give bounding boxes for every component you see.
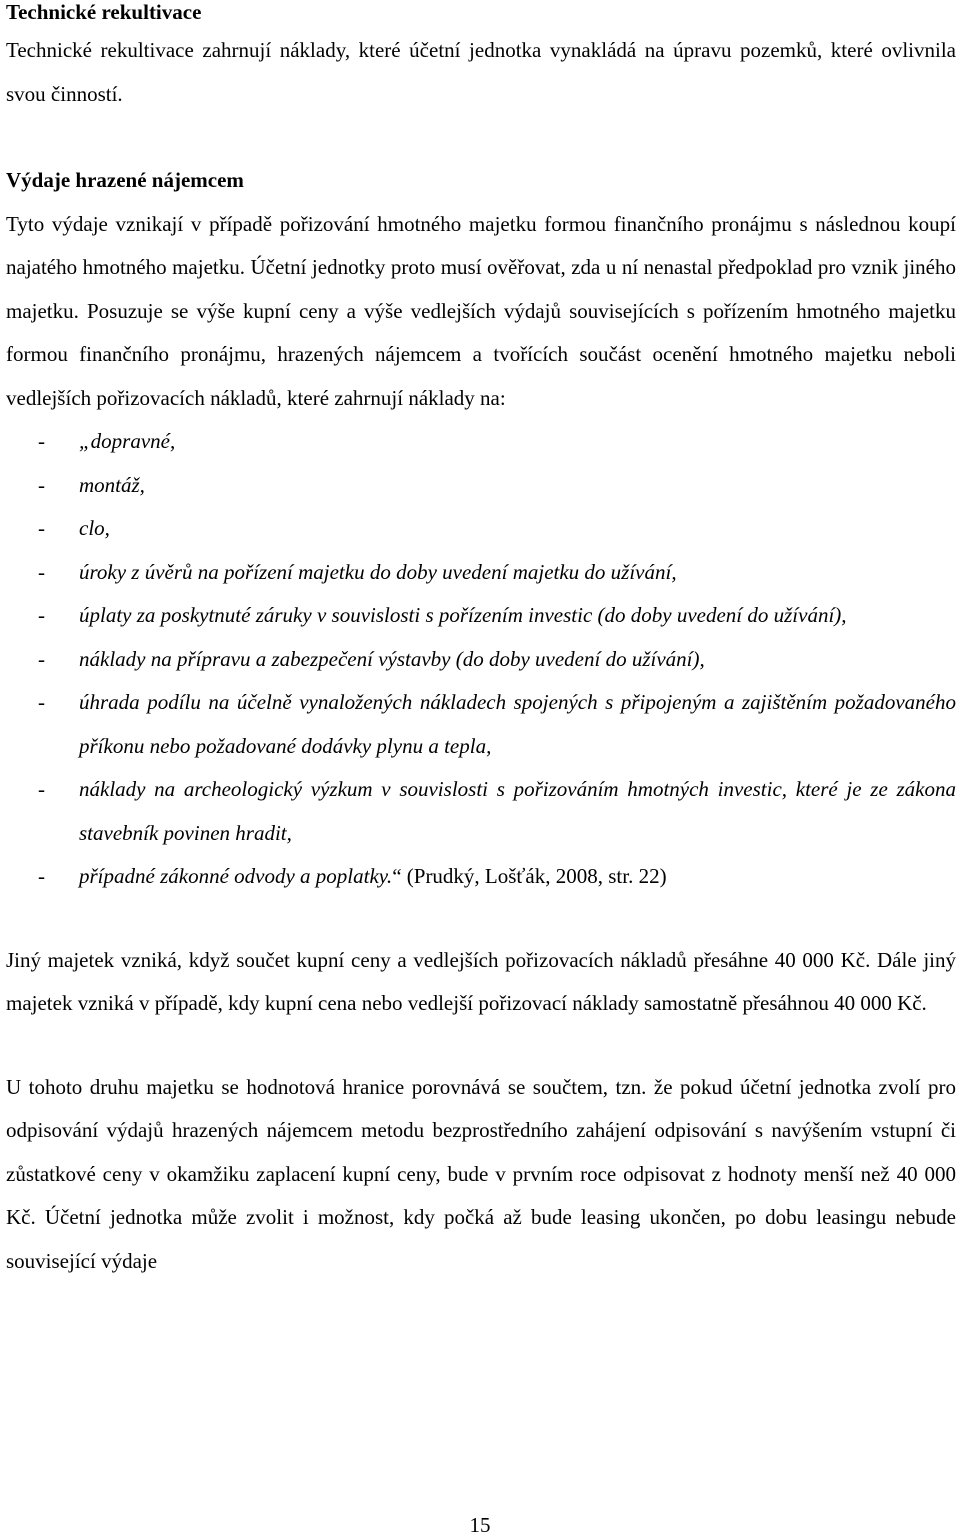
list-item-text: clo, [79, 516, 110, 540]
list-dash: - [38, 690, 45, 714]
list-item [6, 420, 956, 464]
list-item [6, 507, 956, 551]
cost-list-last [6, 855, 956, 899]
paragraph-jiny-majetek: Jiný majetek vzniká, když součet kupní ceny a vedlejších pořizovacích nákladů přesáhne 40 000 Kč. Dále jiný majetek vzniká v případě, kdy kupní cena nebo vedlejší pořizovací náklady samostatně přesáhnou 40 000 Kč. [6, 947, 956, 1015]
list-dash: - [38, 472, 45, 497]
cost-list [6, 420, 956, 855]
list-dash: - [38, 559, 45, 584]
list-item [6, 638, 956, 682]
list-item-text: „dopravné, [79, 429, 176, 453]
list-dash: - [38, 777, 45, 801]
list-item-text: úhrada podílu na účelně vynaložených nákladech spojených s připojeným a zajištěním požadovaného příkonu nebo požadované dodávky plynu a tepla, [79, 690, 956, 758]
list-item-text: úroky z úvěrů na pořízení majetku do doby uvedení majetku do užívání, [79, 559, 677, 584]
paragraph-technicke-rekultivace: Technické rekultivace zahrnují náklady, které účetní jednotka vynakládá na úpravu pozemků, které ovlivnila svou činností. [6, 38, 956, 106]
paragraph-hodnotova-hranice: U tohoto druhu majetku se hodnotová hranice porovnává se součtem, tzn. že pokud účetní jednotka zvolí pro odpisování výdajů hrazených nájemcem metodu bezprostředního zahájení odpisování s navýšením vstupní či zůstatkové ceny v okamžiku zaplacení kupní ceny, bude v prvním roce odpisovat z hodnoty menší než 40 000 Kč. Účetní jednotka může zvolit i možnost, kdy počká až bude leasing ukončen, po dobu leasingu nebude související výdaje [6, 1074, 956, 1273]
list-item-text: náklady na přípravu a zabezpečení výstavby (do doby uvedení do užívání), [79, 646, 705, 671]
list-dash: - [38, 603, 45, 627]
list-item-text: náklady na archeologický výzkum v souvislosti s pořizováním hmotných investic, které je ze zákona stavebník povinen hradit, [79, 777, 956, 845]
list-item-text: montáž, [79, 472, 145, 497]
list-dash: - [38, 516, 45, 540]
section-heading-technicke-rekultivace: Technické rekultivace [6, 0, 202, 24]
list-item [6, 594, 956, 638]
page-number: 15 [469, 1513, 491, 1537]
list-dash: - [38, 864, 45, 888]
list-dash: - [38, 646, 45, 671]
list-item [6, 551, 956, 595]
closing-quote: “ [392, 864, 402, 888]
list-item [6, 768, 956, 855]
citation: (Prudký, Lošťák, 2008, str. 22) [401, 864, 667, 888]
section-heading-vydaje-hrazene-najemcem: Výdaje hrazené nájemcem [6, 168, 244, 192]
list-dash: - [38, 429, 45, 453]
list-item-text: případné zákonné odvody a poplatky. [79, 864, 393, 888]
list-item-text: úplaty za poskytnuté záruky v souvislosti s pořízením investic (do doby uvedení do užívání), [79, 603, 847, 627]
list-item [6, 464, 956, 508]
document-page [6, 0, 956, 1283]
list-item-last [6, 855, 956, 899]
list-item [6, 681, 956, 768]
paragraph-vydaje-hrazene-najemcem: Tyto výdaje vznikají v případě pořizování hmotného majetku formou finančního pronájmu s následnou koupí najatého hmotného majetku. Účetní jednotky proto musí ověřovat, zda u ní nenastal předpoklad pro vznik jiného majetku. Posuzuje se výše kupní ceny a výše vedlejších výdajů souvisejících s pořízením hmotného majetku formou finančního pronájmu, hrazených nájemcem a tvořících součást ocenění hmotného majetku neboli vedlejších pořizovacích nákladů, které zahrnují náklady na: [6, 211, 956, 410]
